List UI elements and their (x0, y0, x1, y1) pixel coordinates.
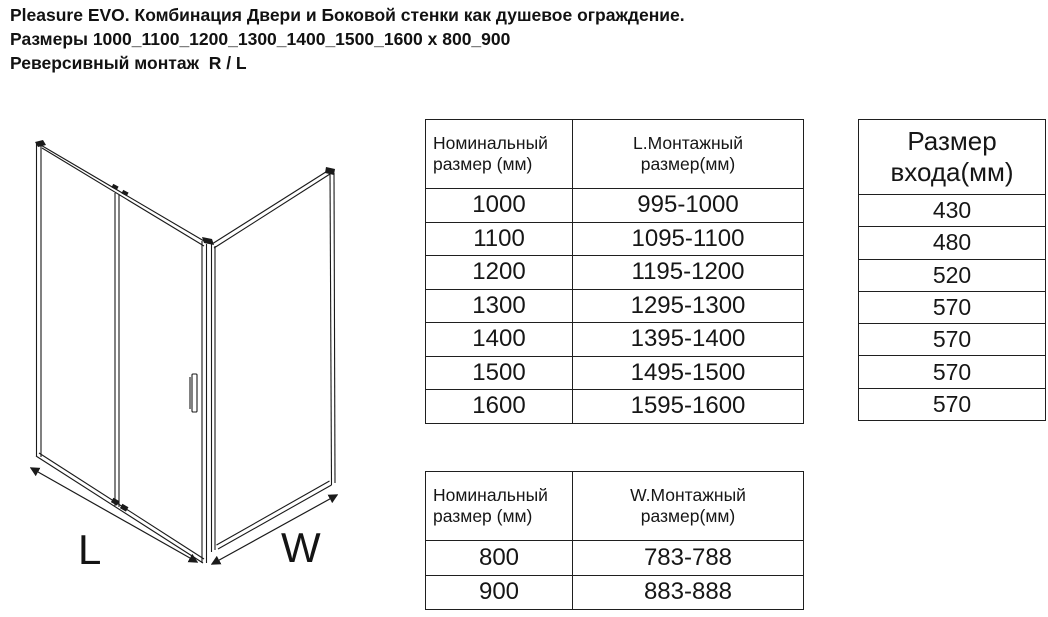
table-row (426, 189, 804, 223)
entry-size-header: Размер входа(мм) (859, 120, 1046, 195)
entry-cell: 570 (859, 324, 1046, 356)
table-row (859, 227, 1046, 259)
nominal-cell: 1400 (426, 323, 573, 357)
table-header-row (426, 472, 804, 541)
shower-enclosure-diagram (0, 100, 420, 617)
front-door-panel (36, 143, 207, 563)
mounting-cell: 1195-1200 (573, 256, 804, 290)
width-mounting-table (425, 471, 804, 610)
table-header-row (859, 120, 1046, 195)
entry-cell: 480 (859, 227, 1046, 259)
w-mounting-size-header: W.Монтажный размер(мм) (573, 472, 804, 541)
door-handle (190, 374, 197, 412)
corner-post (212, 243, 216, 552)
entry-cell: 570 (859, 356, 1046, 388)
width-label: W (281, 524, 321, 571)
table-row (426, 356, 804, 390)
nominal-cell: 1500 (426, 356, 573, 390)
frame-fittings (35, 140, 335, 512)
nominal-cell: 1600 (426, 390, 573, 424)
table-row (426, 323, 804, 357)
mounting-cell: 1395-1400 (573, 323, 804, 357)
table-row (859, 259, 1046, 291)
entry-size-table (858, 119, 1046, 421)
table-row (426, 541, 804, 576)
nominal-size-header: Номинальный размер (мм) (426, 472, 573, 541)
nominal-cell: 1300 (426, 289, 573, 323)
table-row (426, 390, 804, 424)
nominal-size-header: Номинальный размер (мм) (426, 120, 573, 189)
length-dimension-arrow (31, 468, 197, 562)
length-mounting-table (425, 119, 804, 424)
table-row (426, 289, 804, 323)
table-row (859, 291, 1046, 323)
entry-cell: 430 (859, 195, 1046, 227)
entry-cell: 520 (859, 259, 1046, 291)
length-label: L (78, 526, 102, 573)
nominal-cell: 1100 (426, 222, 573, 256)
nominal-cell: 900 (426, 575, 573, 610)
l-mounting-size-header: L.Монтажный размер(мм) (573, 120, 804, 189)
table-row (859, 356, 1046, 388)
table-row (859, 195, 1046, 227)
table-row (426, 222, 804, 256)
table-header-row (426, 120, 804, 189)
table-row (426, 575, 804, 610)
mounting-cell: 1595-1600 (573, 390, 804, 424)
nominal-cell: 1000 (426, 189, 573, 223)
mounting-cell: 883-888 (573, 575, 804, 610)
entry-cell: 570 (859, 388, 1046, 420)
mounting-line: Реверсивный монтаж R / L (10, 53, 247, 73)
mounting-cell: 1295-1300 (573, 289, 804, 323)
entry-cell: 570 (859, 291, 1046, 323)
mounting-cell: 1095-1100 (573, 222, 804, 256)
mounting-cell: 995-1000 (573, 189, 804, 223)
nominal-cell: 1200 (426, 256, 573, 290)
sizes-line: Размеры 1000_1100_1200_1300_1400_1500_1600 x 800_900 (10, 29, 511, 49)
table-row (859, 388, 1046, 420)
table-row (859, 324, 1046, 356)
table-row (426, 256, 804, 290)
side-wall-panel (212, 170, 335, 549)
title-line: Pleasure EVO. Комбинация Двери и Боковой стенки как душевое ограждение. (10, 5, 685, 25)
nominal-cell: 800 (426, 541, 573, 576)
mounting-cell: 1495-1500 (573, 356, 804, 390)
document-header (10, 3, 685, 75)
mounting-cell: 783-788 (573, 541, 804, 576)
